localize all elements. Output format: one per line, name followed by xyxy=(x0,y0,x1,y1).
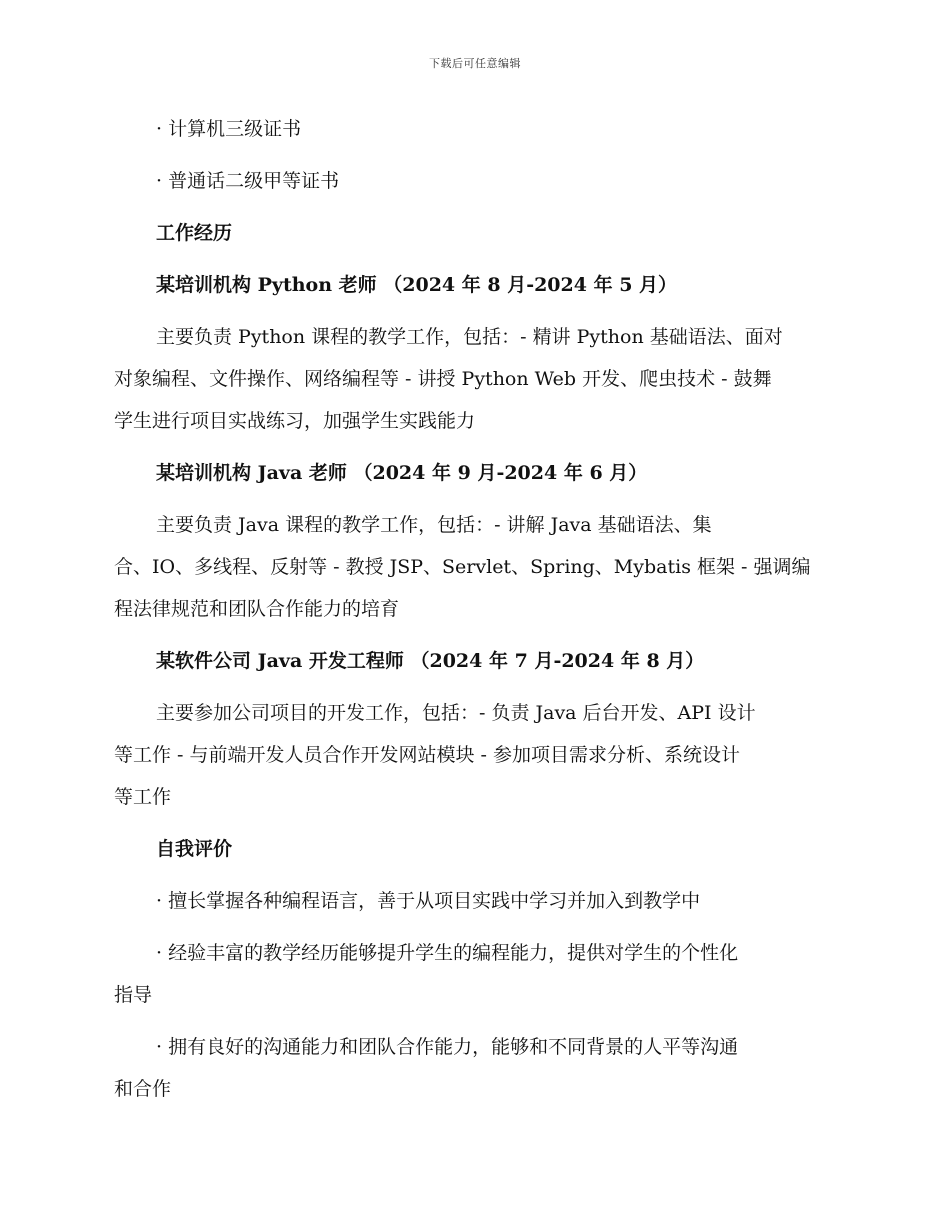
job-description xyxy=(114,316,830,442)
text-line: · 擅长掌握各种编程语言，善于从项目实践中学习并加入到教学中 xyxy=(156,890,701,912)
certificate-item: · 计算机三级证书 xyxy=(156,118,302,140)
page-header: 下载后可任意编辑 xyxy=(429,57,521,70)
self-eval-item xyxy=(114,880,830,922)
resume-content xyxy=(114,108,830,1120)
text-line: 主要参加公司项目的开发工作，包括：- 负责 Java 后台开发、API 设计 xyxy=(156,702,756,724)
job-title: 某培训机构 Python 老师 （2024 年 8 月-2024 年 5 月） xyxy=(156,274,678,296)
text-line: · 拥有良好的沟通能力和团队合作能力，能够和不同背景的人平等沟通 xyxy=(156,1036,739,1058)
section-heading-work: 工作经历 xyxy=(156,222,233,244)
text-line: 程法律规范和团队合作能力的培育 xyxy=(114,598,400,620)
job-title: 某培训机构 Java 老师 （2024 年 9 月-2024 年 6 月） xyxy=(156,462,648,484)
self-eval-item xyxy=(114,1026,830,1110)
text-line: 合、IO、多线程、反射等 - 教授 JSP、Servlet、Spring、Mybatis 框架 - 强调编 xyxy=(114,556,811,578)
job-title: 某软件公司 Java 开发工程师 （2024 年 7 月-2024 年 8 月） xyxy=(156,650,705,672)
text-line: · 经验丰富的教学经历能够提升学生的编程能力，提供对学生的个性化 xyxy=(156,942,739,964)
self-eval-item xyxy=(114,932,830,1016)
section-heading-self-evaluation: 自我评价 xyxy=(156,838,233,860)
text-line: 主要负责 Python 课程的教学工作，包括：- 精讲 Python 基础语法、面对 xyxy=(156,326,783,348)
text-line: 对象编程、文件操作、网络编程等 - 讲授 Python Web 开发、爬虫技术 - 鼓舞 xyxy=(114,368,772,390)
text-line: 主要负责 Java 课程的教学工作，包括：- 讲解 Java 基础语法、集 xyxy=(156,514,712,536)
text-line: 等工作 - 与前端开发人员合作开发网站模块 - 参加项目需求分析、系统设计 xyxy=(114,744,740,766)
job-description xyxy=(114,692,830,818)
text-line: 学生进行项目实战练习，加强学生实践能力 xyxy=(114,410,476,432)
job-description xyxy=(114,504,830,630)
text-line: 等工作 xyxy=(114,786,172,808)
certificate-item: · 普通话二级甲等证书 xyxy=(156,170,340,192)
text-line: 指导 xyxy=(114,984,153,1006)
text-line: 和合作 xyxy=(114,1078,172,1100)
